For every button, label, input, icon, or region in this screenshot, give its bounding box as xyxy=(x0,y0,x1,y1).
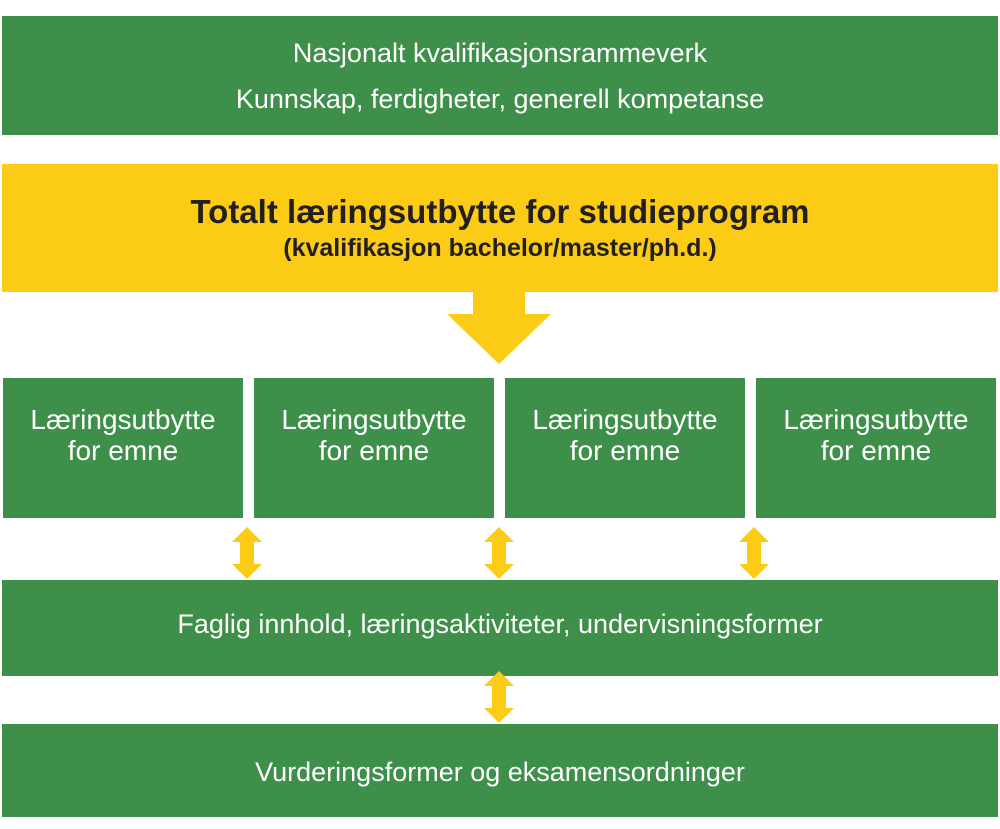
framework-title: Nasjonalt kvalifikasjonsrammeverk xyxy=(292,37,708,68)
content-activities-box xyxy=(2,580,998,676)
content-activities-label: Faglig innhold, læringsaktiviteter, undervisningsformer xyxy=(177,608,823,639)
down-arrow-icon xyxy=(447,292,551,364)
double-arrow-icon xyxy=(739,527,769,579)
course-outcome-sublabel: for emne xyxy=(820,435,932,466)
course-outcome-sublabel: for emne xyxy=(67,435,179,466)
double-arrow-icon xyxy=(484,671,514,723)
program-outcome-subtitle: (kvalifikasjon bachelor/master/ph.d.) xyxy=(283,234,717,262)
assessment-box xyxy=(2,724,998,817)
course-outcome-label: Læringsutbytte xyxy=(532,404,718,435)
assessment-label: Vurderingsformer og eksamensordninger xyxy=(255,757,745,787)
course-outcome-sublabel: for emne xyxy=(318,435,430,466)
course-outcome-label: Læringsutbytte xyxy=(783,404,969,435)
course-outcome-box xyxy=(756,378,996,518)
double-arrow-icon xyxy=(484,527,514,579)
program-outcome-box xyxy=(2,164,998,292)
program-outcome-title: Totalt læringsutbytte for studieprogram xyxy=(190,193,810,230)
double-arrow-icon xyxy=(232,527,262,579)
framework-box xyxy=(2,16,998,135)
course-outcome-label: Læringsutbytte xyxy=(30,404,216,435)
course-outcome-box xyxy=(254,378,494,518)
course-outcome-label: Læringsutbytte xyxy=(281,404,467,435)
course-outcome-box xyxy=(505,378,745,518)
course-outcome-sublabel: for emne xyxy=(569,435,681,466)
course-outcome-box xyxy=(3,378,243,518)
framework-subtitle: Kunnskap, ferdigheter, generell kompetanse xyxy=(235,83,765,114)
